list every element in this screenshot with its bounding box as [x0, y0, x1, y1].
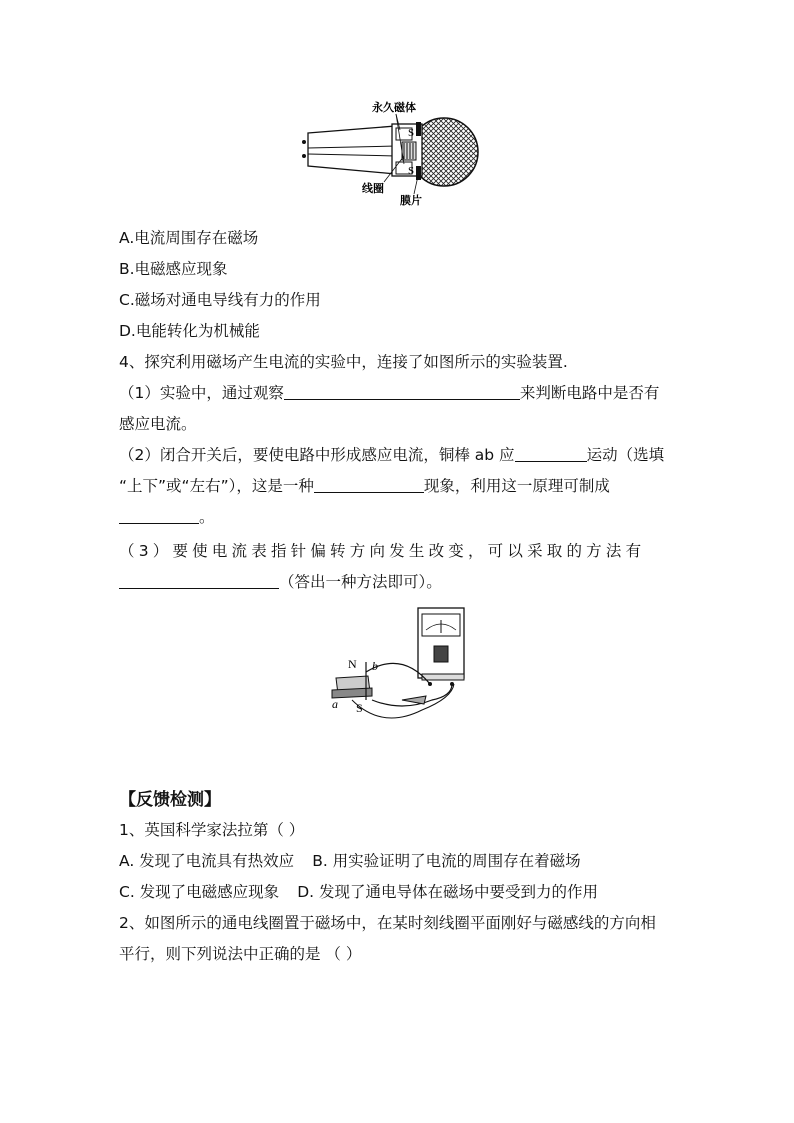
induction-experiment-diagram	[322, 600, 468, 738]
part1-text-b: 来判断电路中是否有	[519, 384, 660, 402]
n-pole-label: N	[348, 657, 357, 671]
s-pole-label: S	[356, 701, 363, 715]
magnet-label: 永久磁体	[372, 101, 416, 114]
part2-text-e: 。	[199, 508, 215, 526]
answer-blank-3[interactable]	[314, 476, 424, 493]
answer-blank-2[interactable]	[515, 445, 587, 462]
part2-text-c: “上下”或“左右”），这是一种	[119, 477, 314, 495]
question-4-part2-line1	[119, 444, 679, 466]
question-4-stem: 4、探究利用磁场产生电流的实验中，连接了如图所示的实验装置.	[119, 353, 568, 371]
feedback-question-2-line1: 2、如图所示的通电线圈置于磁场中，在某时刻线圈平面刚好与磁感线的方向相	[119, 914, 656, 932]
feedback-q1-option-d: D. 发现了通电导体在磁场中要受到力的作用	[297, 883, 598, 901]
part2-text-d: 现象，利用这一原理可制成	[423, 477, 610, 495]
answer-blank-5[interactable]	[119, 572, 279, 589]
question-4-part2-line2	[119, 475, 679, 497]
point-b-label: b	[372, 659, 378, 673]
membrane-label: 膜片	[400, 194, 422, 207]
feedback-q1-option-a: A. 发现了电流具有热效应	[119, 852, 295, 870]
option-b: B.电磁感应现象	[119, 260, 228, 278]
coil-label: 线圈	[362, 182, 384, 195]
point-a-label: a	[332, 697, 338, 711]
option-c: C.磁场对通电导线有力的作用	[119, 291, 321, 309]
option-a: A.电流周围存在磁场	[119, 229, 259, 247]
s-bottom-label: S	[408, 165, 415, 177]
question-4-part1-line2: 感应电流。	[119, 415, 197, 433]
section-title: 【反馈检测】	[119, 790, 221, 810]
part2-text-a: （2）闭合开关后，要使电路中形成感应电流，铜棒 ab 应	[119, 446, 515, 464]
question-4-part1-line1	[119, 382, 679, 404]
question-4-part3-line1: （3）要使电流表指针偏转方向发生改变，可以采取的方法有	[119, 542, 646, 560]
feedback-question-1: 1、英国科学家法拉第（ ）	[119, 821, 305, 839]
part3-text-b: （答出一种方法即可）。	[279, 573, 442, 591]
answer-blank-4[interactable]	[119, 507, 199, 524]
feedback-q1-options-ab	[119, 850, 679, 872]
feedback-q1-option-b: B. 用实验证明了电流的周围存在着磁场	[312, 852, 581, 870]
feedback-q1-options-cd	[119, 881, 679, 903]
feedback-question-2-line2: 平行，则下列说法中正确的是 （ ）	[119, 945, 362, 963]
option-d: D.电能转化为机械能	[119, 322, 260, 340]
answer-blank-1[interactable]	[284, 383, 520, 400]
question-4-part3-line2	[119, 571, 679, 593]
feedback-q1-option-c: C. 发现了电磁感应现象	[119, 883, 280, 901]
part1-text-a: （1）实验中，通过观察	[119, 384, 284, 402]
question-4-part2-line3	[119, 506, 679, 528]
s-top-label: S	[408, 127, 415, 139]
part2-text-b: 运动（选填	[586, 446, 665, 464]
microphone-diagram	[296, 96, 486, 207]
